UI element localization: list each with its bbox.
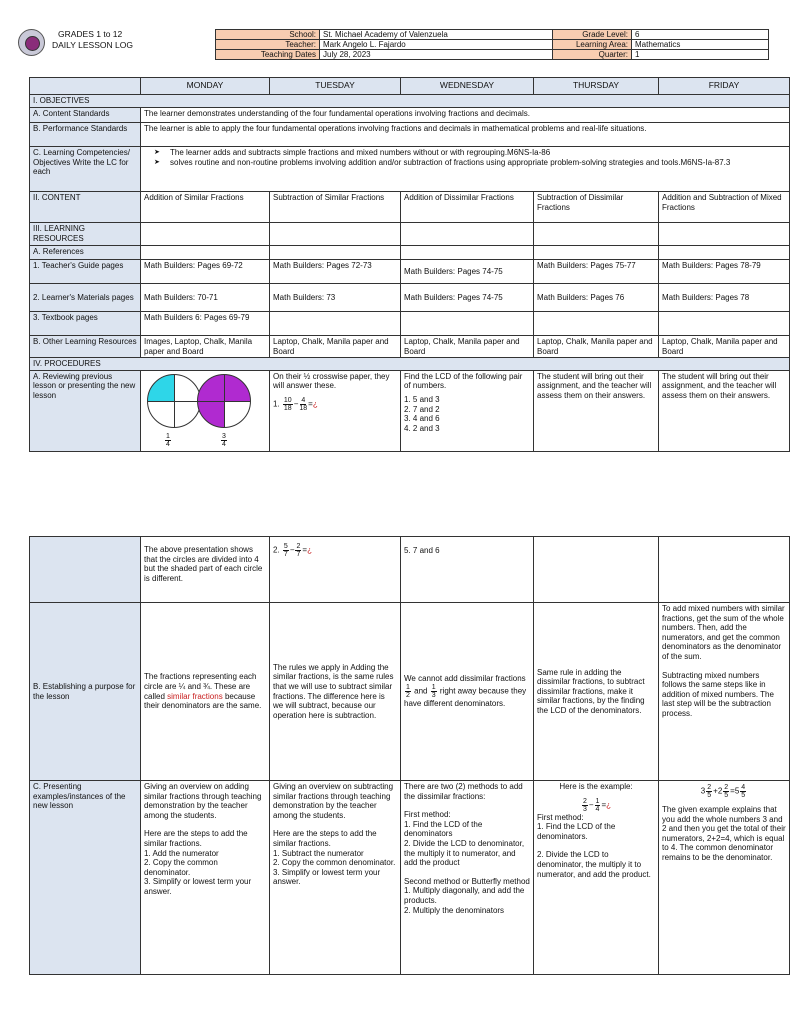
performance-standards-text: The learner is able to apply the four fundamental operations involving fractions and decimals in mathematical problems and real-life situations.	[141, 123, 790, 147]
presenting-tuesday-text: Giving an overview on subtracting similar fractions through teaching demonstration by the teacher among the students.	[273, 782, 394, 820]
review-label: A. Reviewing previous lesson or presenting the new lesson	[30, 370, 141, 451]
review-tuesday	[270, 370, 401, 451]
lm-tuesday: Math Builders: 73	[270, 284, 401, 312]
presenting-monday-text: Giving an overview on adding similar fractions through teaching demonstration by the teacher among the students.	[144, 782, 262, 820]
school-label: School:	[216, 30, 320, 40]
presenting-thursday-text: Here is the example:	[559, 782, 633, 791]
lm-thursday: Math Builders: Pages 76	[534, 284, 659, 312]
purpose-tuesday: The rules we apply in Adding the similar fractions, is the same rules that we will use to subtract similar fractions. The difference here is we will subtract, because our operation here is subtraction.	[270, 603, 401, 781]
section-objectives: I. OBJECTIVES	[30, 95, 790, 108]
presenting-friday-text: The given example explains that you add the whole numbers 3 and 2 and then you get the total of their numerators, 2+2=4, which is equal to 4. The common denominator remains to be the denominator.	[662, 805, 786, 862]
deped-seal-logo	[18, 29, 45, 56]
review-label-continued	[30, 537, 141, 603]
fraction-three-fourths: $\frac{3}{4}$	[222, 432, 226, 448]
other-resources-label: B. Other Learning Resources	[30, 336, 141, 358]
teachers-guide-label: 1. Teacher's Guide pages	[30, 260, 141, 284]
grade-label: Grade Level:	[553, 30, 632, 40]
list-item: 2. Copy the common denominator.	[144, 858, 218, 877]
review-friday: The student will bring out their assignment, and the teacher will assess them on their answers.	[659, 370, 790, 451]
review-thursday: The student will bring out their assignment, and the teacher will assess them on their answers.	[534, 370, 659, 451]
header-info-table	[215, 29, 769, 60]
lm-monday: Math Builders: 70-71	[141, 284, 270, 312]
friday-example-equation: 3 $\frac{2}{5}$ +2 $\frac{2}{5}$ =5 $\frac{4}{5}$	[700, 784, 746, 799]
competency-item: ➤ The learner adds and subtracts simple fractions and mixed numbers without or with regrouping.M6NS-Ia-86	[170, 148, 786, 158]
competencies-label: C. Learning Competencies/ Objectives Write the LC for each	[30, 147, 141, 192]
list-item: 2. Multiply the denominators	[404, 905, 505, 915]
day-header-thursday: THURSDAY	[534, 78, 659, 95]
quarter-label: Quarter:	[553, 50, 632, 60]
lesson-log-table-page1	[29, 77, 790, 452]
content-thursday: Subtraction of Dissimilar Fractions	[534, 192, 659, 223]
quarter-circle-figure	[147, 374, 201, 428]
list-item: 1. Add the numerator	[144, 848, 219, 858]
other-thursday: Laptop, Chalk, Manila paper and Board	[534, 336, 659, 358]
content-label: II. CONTENT	[30, 192, 141, 223]
other-monday: Images, Laptop, Chalk, Manila paper and Board	[141, 336, 270, 358]
lesson-log-table-page2	[29, 536, 790, 975]
tg-friday: Math Builders: Pages 78-79	[659, 260, 790, 284]
purpose-friday	[659, 603, 790, 781]
purpose-monday: The fractions representing each circle are ¼ and ¾. These are called similar fractions because their denominators are the same.	[141, 603, 270, 781]
review-monday	[141, 370, 270, 451]
review-tuesday-continued: 2. $\frac{5}{7}$ − $\frac{2}{7}$ =¿	[270, 537, 401, 603]
quarter-value: 1	[632, 50, 769, 60]
purpose-label: B. Establishing a purpose for the lesson	[30, 603, 141, 781]
presenting-wednesday	[401, 781, 534, 975]
content-wednesday: Addition of Dissimilar Fractions	[401, 192, 534, 223]
similar-fractions-highlight: similar fractions	[167, 691, 223, 701]
fraction-one-fourth: $\frac{1}{4}$	[166, 432, 170, 448]
list-item: 2. Divide the LCD to denominator, the multiply it to numerator, and add the product	[404, 838, 525, 868]
purpose-friday-text-1: To add mixed numbers with similar fractions, get the sum of the whole numbers. Then, add the numerators, and get the common denominators as the denominator of the sum.	[662, 604, 785, 661]
list-item: 3. Simplify or lowest term your answer.	[144, 877, 252, 896]
three-quarter-circle-figure	[197, 374, 251, 428]
tg-wednesday: Math Builders: Pages 74-75	[401, 260, 534, 284]
presenting-label: C. Presenting examples/instances of the new lesson	[30, 781, 141, 975]
competency-item: ➤ solves routine and non-routine problems involving addition and/or subtraction of fractions using appropriate problem-solving strategies and tools.M6NS-Ia-87.3	[170, 158, 786, 168]
presenting-monday-steps-intro: Here are the steps to add the similar fractions.	[144, 829, 248, 848]
list-item: 3. Simplify or lowest term your answer.	[273, 867, 381, 887]
purpose-wednesday: We cannot add dissimilar fractions $\frac{1}{2}$ and $\frac{1}{3}$ right away because they have different denominators.	[401, 603, 534, 781]
references-label: A. References	[30, 246, 141, 260]
corner-cell	[30, 78, 141, 95]
dates-value: July 28, 2023	[320, 50, 553, 60]
title-line-2: DAILY LESSON LOG	[52, 40, 133, 50]
content-standards-text: The learner demonstrates understanding of the four fundamental operations involving fractions and decimals.	[141, 108, 790, 123]
document-title	[52, 29, 133, 51]
list-item: 1. 5 and 3	[404, 394, 440, 404]
review-wednesday-text: Find the LCD of the following pair of numbers.	[404, 371, 523, 391]
tg-tuesday: Math Builders: Pages 72-73	[270, 260, 401, 284]
dates-label: Teaching Dates	[216, 50, 320, 60]
content-monday: Addition of Similar Fractions	[141, 192, 270, 223]
presenting-thursday	[534, 781, 659, 975]
lm-wednesday: Math Builders: Pages 74-75	[401, 284, 534, 312]
presenting-wednesday-text: There are two (2) methods to add the dissimilar fractions:	[404, 782, 523, 801]
teacher-value: Mark Angelo L. Fajardo	[320, 40, 553, 50]
day-header-friday: FRIDAY	[659, 78, 790, 95]
grade-value: 6	[632, 30, 769, 40]
section-procedures: IV. PROCEDURES	[30, 358, 790, 371]
performance-standards-label: B. Performance Standards	[30, 123, 141, 147]
tb-monday: Math Builders 6: Pages 69-79	[141, 312, 270, 336]
content-friday: Addition and Subtraction of Mixed Fractions	[659, 192, 790, 223]
list-item: 3. 4 and 6	[404, 414, 440, 424]
content-standards-label: A. Content Standards	[30, 108, 141, 123]
tg-thursday: Math Builders: Pages 75-77	[534, 260, 659, 284]
list-item: 1. Find the LCD of the denominators	[404, 819, 483, 839]
list-item: 2. Divide the LCD to denominator, the multiply it to numerator, and add the product.	[537, 850, 651, 879]
purpose-thursday: Same rule in adding the dissimilar fractions, to subtract dissimilar fractions, make it similar fractions, by the finding the LCD of the denominators.	[534, 603, 659, 781]
title-line-1: GRADES 1 to 12	[58, 29, 123, 39]
list-item: 2. 7 and 2	[404, 404, 440, 414]
learning-resources-label: III. LEARNING RESOURCES	[30, 223, 141, 246]
lm-friday: Math Builders: Pages 78	[659, 284, 790, 312]
other-tuesday: Laptop, Chalk, Manila paper and Board	[270, 336, 401, 358]
textbook-label: 3. Textbook pages	[30, 312, 141, 336]
content-tuesday: Subtraction of Similar Fractions	[270, 192, 401, 223]
presenting-friday	[659, 781, 790, 975]
presenting-monday	[141, 781, 270, 975]
first-method-heading: First method:	[537, 812, 584, 822]
first-method-heading: First method:	[404, 810, 451, 820]
area-value: Mathematics	[632, 40, 769, 50]
list-item: 1. Find the LCD of the denominators.	[537, 822, 616, 841]
other-friday: Laptop, Chalk, Manila paper and Board	[659, 336, 790, 358]
list-item: 1. Subtract the numerator	[273, 848, 364, 858]
teacher-label: Teacher:	[216, 40, 320, 50]
other-wednesday: Laptop, Chalk, Manila paper and Board	[401, 336, 534, 358]
area-label: Learning Area:	[553, 40, 632, 50]
list-item: 1. Multiply diagonally, and add the products.	[404, 886, 525, 905]
thursday-example-equation: $\frac{2}{3}$ − $\frac{1}{4}$ =¿	[582, 797, 612, 813]
learners-materials-label: 2. Learner's Materials pages	[30, 284, 141, 312]
review-tuesday-item-1: 1. $\frac{10}{18}$ − $\frac{4}{18}$ =¿	[273, 396, 318, 412]
review-tuesday-text: On their ½ crosswise paper, they will answer these.	[273, 371, 390, 391]
school-value: St. Michael Academy of Valenzuela	[320, 30, 553, 40]
purpose-friday-text-2: Subtracting mixed numbers follows the same steps like in addition of mixed numbers. The last step will be the subtraction process.	[662, 670, 774, 718]
list-item: 2. Copy the common denominator.	[273, 858, 396, 868]
presenting-tuesday-steps-intro: Here are the steps to add the similar fractions.	[273, 829, 377, 848]
review-monday-continued: The above presentation shows that the circles are divided into 4 but the shaded part of each circle is different.	[141, 537, 270, 603]
second-method-heading: Second method or Butterfly method	[404, 876, 530, 886]
review-wednesday-continued: 5. 7 and 6	[401, 537, 534, 603]
presenting-tuesday	[270, 781, 401, 975]
day-header-tuesday: TUESDAY	[270, 78, 401, 95]
competencies-cell	[141, 147, 790, 192]
review-wednesday	[401, 370, 534, 451]
list-item: 4. 2 and 3	[404, 423, 440, 433]
tg-monday: Math Builders: Pages 69-72	[141, 260, 270, 284]
day-header-wednesday: WEDNESDAY	[401, 78, 534, 95]
day-header-monday: MONDAY	[141, 78, 270, 95]
